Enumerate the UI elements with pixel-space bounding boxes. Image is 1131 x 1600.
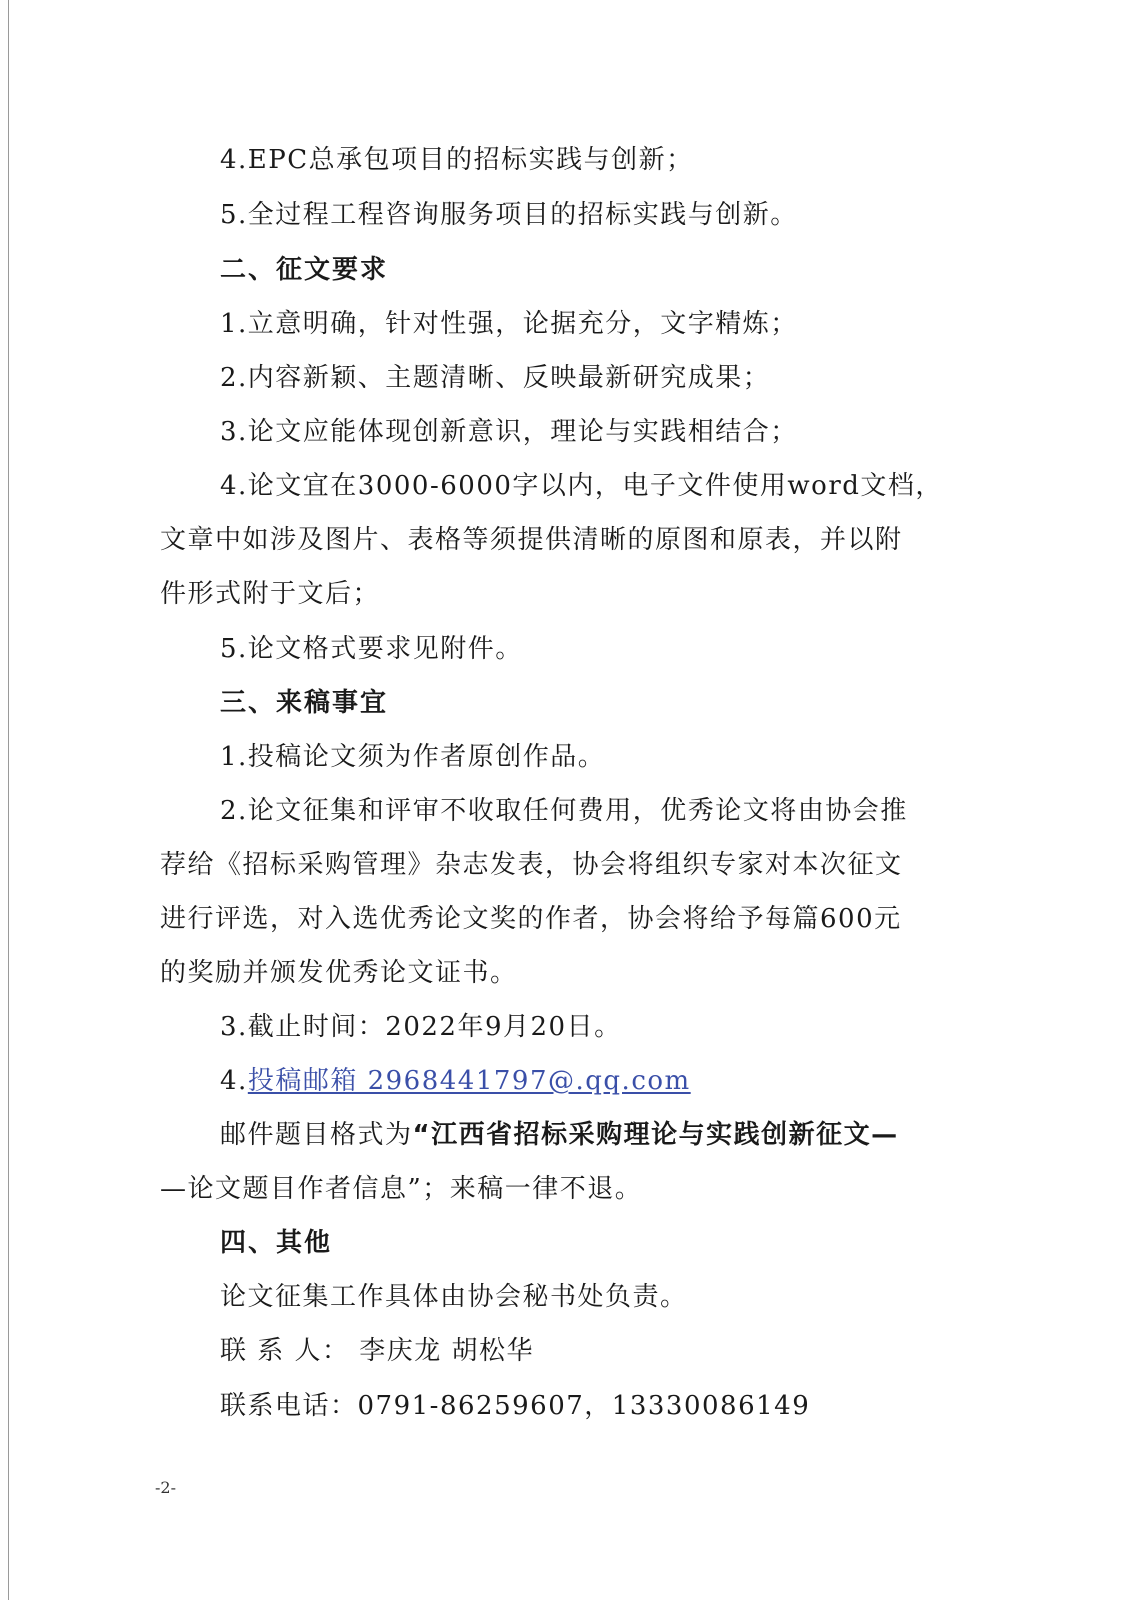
submission-item-2-line3: 进行评选，对入选优秀论文奖的作者，协会将给予每篇600元 (160, 904, 902, 934)
subject-format-line1 (0, 1118, 1131, 1152)
submission-email-link[interactable]: 投稿邮箱 2968441797@.qq.com (247, 1066, 691, 1096)
deadline-item: 3.截止时间：2022年9月20日。 (220, 1012, 622, 1042)
requirement-item-3: 3.论文应能体现创新意识，理论与实践相结合； (220, 417, 798, 447)
subject-format-emphasis: “江西省招标采购理论与实践创新征文— (412, 1120, 899, 1150)
page-number: -2- (155, 1478, 176, 1497)
organizer-line: 论文征集工作具体由协会秘书处负责。 (220, 1282, 688, 1312)
email-item-number: 4. (220, 1066, 248, 1096)
requirement-item-4-line1: 4.论文宜在3000-6000字以内，电子文件使用word文档， (220, 471, 943, 501)
requirement-item-4-line3: 件形式附于文后； (160, 579, 381, 609)
submission-item-2-line1: 2.论文征集和评审不收取任何费用，优秀论文将由协会推 (220, 796, 908, 826)
topic-item-4: 4.EPC总承包项目的招标实践与创新； (220, 145, 694, 175)
subject-format-line2: —论文题目作者信息”；来稿一律不退。 (160, 1174, 643, 1204)
section-heading-4: 四、其他 (220, 1228, 333, 1258)
submission-item-1: 1.投稿论文须为作者原创作品。 (220, 742, 606, 772)
section-heading-3: 三、来稿事宜 (220, 688, 389, 718)
contact-phone: 联系电话：0791-86259607，13330086149 (220, 1391, 811, 1421)
requirement-item-2: 2.内容新颖、主题清晰、反映最新研究成果； (220, 363, 771, 393)
requirement-item-4-line2: 文章中如涉及图片、表格等须提供清晰的原图和原表，并以附 (160, 525, 903, 555)
subject-format-prefix: 邮件题目格式为 (220, 1120, 413, 1150)
requirement-item-5: 5.论文格式要求见附件。 (220, 634, 523, 664)
topic-item-5: 5.全过程工程咨询服务项目的招标实践与创新。 (220, 200, 798, 230)
contact-persons: 联 系 人： 李庆龙 胡松华 (220, 1336, 535, 1366)
section-heading-2: 二、征文要求 (220, 255, 389, 285)
requirement-item-1: 1.立意明确，针对性强，论据充分，文字精炼； (220, 309, 798, 339)
submission-item-2-line2: 荐给《招标采购管理》杂志发表，协会将组织专家对本次征文 (160, 850, 903, 880)
submission-item-2-line4: 的奖励并颁发优秀论文证书。 (160, 958, 518, 988)
email-item (0, 1064, 1131, 1098)
